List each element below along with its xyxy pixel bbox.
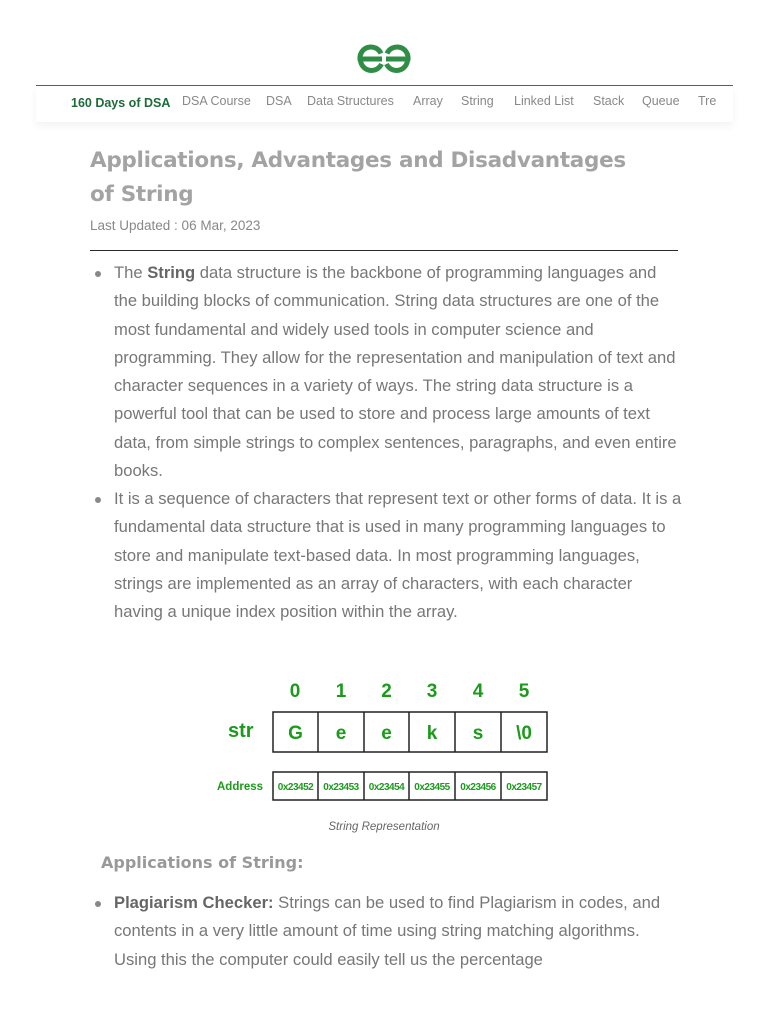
- intro-body: data structure is the backbone of programming languages and the building blocks of communication. String data structures are one of the most fundamental and widely used tools in computer science and programming. They allow for the representation and manipulation of text and character sequences in a variety of ways. The string data structure is a powerful tool that can be used to store and process large amounts of text data, from simple strings to complex sentences, paragraphs, and even entire books.: [114, 263, 677, 481]
- nav-item-dsa[interactable]: DSA: [266, 94, 292, 108]
- intro-lead: The: [114, 263, 148, 282]
- bullet-dot-icon: [95, 497, 101, 503]
- plagiarism-body: Strings can be used to find Plagiarism in codes, and contents in a very little amount of time using string matching algorithms. Using this the computer could easily tell us the percentage: [114, 893, 661, 969]
- nav-item-string[interactable]: String: [461, 94, 494, 108]
- str-label: str: [228, 720, 254, 742]
- intro-paragraph: [114, 259, 684, 485]
- sequence-paragraph: It is a sequence of characters that represent text or other forms of data. It is a fundamental data structure that is used in many programming languages to store and manipulate text-based data. In most programming languages, strings are implemented as an array of characters, with each character having a unique index position within the array.: [114, 489, 682, 622]
- char-1: e: [335, 723, 347, 744]
- index-row: [290, 681, 530, 702]
- address-0: 0x23452: [277, 782, 314, 793]
- intro-bold-term: String: [147, 263, 196, 282]
- index-0: 0: [289, 681, 301, 702]
- last-updated: Last Updated : 06 Mar, 2023: [90, 218, 261, 233]
- nav-item-data-structures[interactable]: Data Structures: [307, 94, 394, 108]
- string-representation-figure: [210, 672, 560, 842]
- address-label: Address: [217, 781, 264, 793]
- char-4: s: [472, 723, 484, 744]
- index-4: 4: [472, 681, 484, 702]
- char-5: \0: [516, 723, 532, 744]
- address-5: 0x23457: [506, 782, 542, 793]
- index-2: 2: [381, 681, 392, 702]
- address-4: 0x23456: [460, 782, 496, 793]
- char-row: [288, 723, 532, 744]
- address-2: 0x23454: [368, 782, 405, 793]
- nav-item-dsa-course[interactable]: DSA Course: [182, 94, 251, 108]
- figure-caption: String Representation: [328, 821, 440, 833]
- bullet-dot-icon: [95, 271, 101, 277]
- address-1: 0x23453: [323, 782, 359, 793]
- site-logo[interactable]: [0, 42, 768, 76]
- nav-item-160-days-of-dsa[interactable]: 160 Days of DSA: [71, 96, 171, 110]
- index-3: 3: [426, 681, 438, 702]
- nav-item-linked-list[interactable]: Linked List: [514, 94, 574, 108]
- nav-item-array[interactable]: Array: [413, 94, 443, 108]
- nav-item-tree[interactable]: Tre: [698, 94, 717, 108]
- nav-item-queue[interactable]: Queue: [642, 94, 680, 108]
- index-1: 1: [335, 681, 347, 702]
- article-title: Applications, Advantages and Disadvantages of String: [90, 148, 626, 207]
- char-0: G: [288, 723, 303, 744]
- plagiarism-bold-term: Plagiarism Checker:: [114, 893, 274, 912]
- char-2: e: [381, 723, 392, 744]
- char-3: k: [426, 723, 438, 744]
- content-divider: [90, 250, 678, 251]
- index-5: 5: [518, 681, 530, 702]
- plagiarism-paragraph: [114, 889, 684, 974]
- char-cells: [273, 712, 547, 752]
- nav-item-stack[interactable]: Stack: [593, 94, 625, 108]
- topic-nav: [36, 86, 733, 122]
- address-3: 0x23455: [414, 782, 450, 793]
- bullet-dot-icon: [95, 901, 101, 907]
- gfg-logo-icon: [356, 42, 412, 76]
- section-heading-applications: Applications of String:: [101, 853, 304, 872]
